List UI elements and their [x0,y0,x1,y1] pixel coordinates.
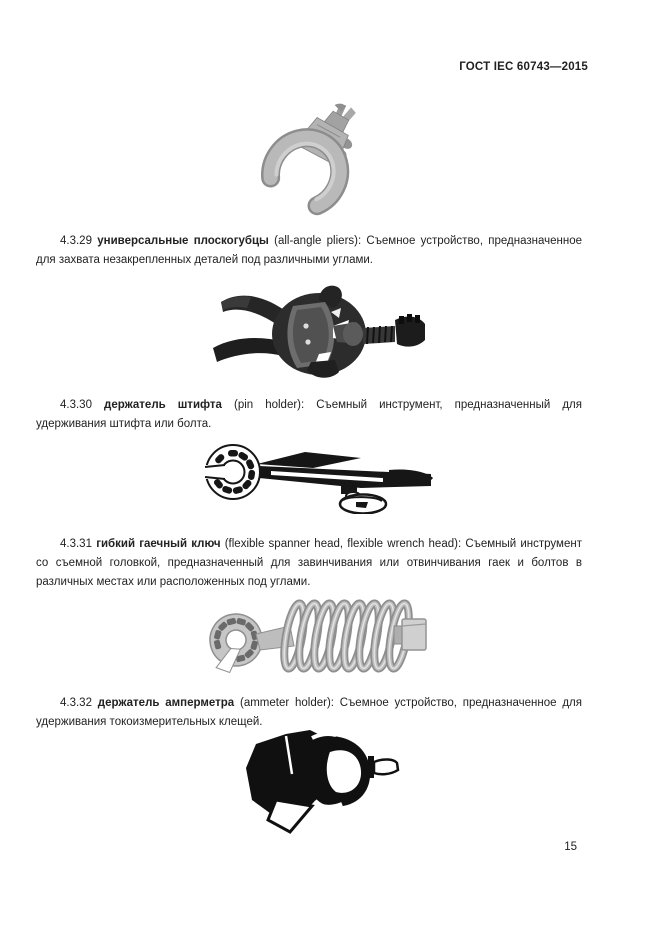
entry-term: держатель штифта [104,399,222,411]
entry-term: держатель амперметра [97,697,235,709]
entry-term: универсальные плоскогубцы [97,235,269,247]
entry-number: 4.3.31 [60,538,92,550]
entry-number: 4.3.32 [60,697,92,709]
figure-spring-spanner-photo [196,592,428,679]
entry-number: 4.3.29 [60,235,92,247]
entry-definition: (pin holder): Съемный инструмент, предназначенный для удерживания штифта или болта. [36,399,582,430]
entry-definition: (all-angle pliers): Съемное устройство, предназначенное для захвата незакрепленных деталей под различными углами. [36,235,583,266]
figure-pin-holder-drawing [193,438,437,514]
figure-clamp-holder-silhouette [226,728,400,836]
clamp-holder-illustration [226,728,400,836]
angled-pliers-illustration [255,96,378,220]
document-header: ГОСТ IEC 60743—2015 [459,61,588,73]
figure-angled-pliers-photo [255,96,378,220]
entry-term: гибкий гаечный ключ [96,538,221,550]
entry-number: 4.3.30 [60,399,92,411]
entry-definition: (ammeter holder): Съемное устройство, предназначенное для удерживания токоизмерительных клещей. [36,697,582,728]
page-number: 15 [564,841,577,853]
entry-definition: (flexible spanner head, flexible wrench head): Съемный инструмент со съемной головкой, предназначенный для завинчивания или отвинчивания гаек и болтов в различных местах или расположенных под углами. [36,538,582,588]
entry-4-3-32 [36,694,582,732]
entry-4-3-29 [36,232,582,270]
gripping-tool-illustration [207,282,427,382]
entry-4-3-30 [36,396,582,434]
figure-gripping-tool-photo [207,282,427,382]
spring-spanner-illustration [196,592,428,679]
entry-4-3-31 [36,535,582,592]
pin-holder-illustration [193,438,437,514]
